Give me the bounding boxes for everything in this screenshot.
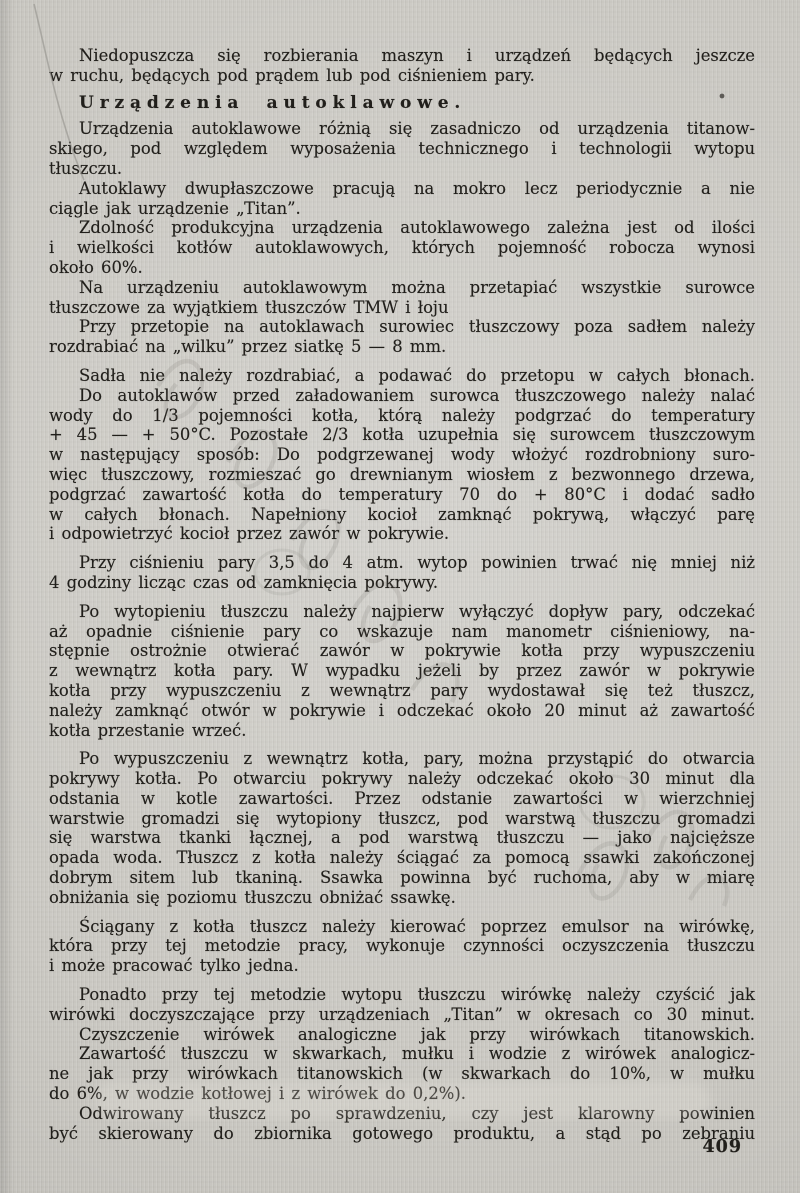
paragraph (49, 553, 755, 593)
text-line: dobrym sitem lub tkaniną. Ssawka powinna być ruchoma, aby w miarę (49, 868, 755, 888)
text-line: Czyszczenie wirówek analogiczne jak przy wirówkach titanowskich. (79, 1024, 755, 1044)
page-number: 409 (702, 1137, 742, 1157)
text-line: skiego, pod względem wyposażenia technicznego i technologii wytopu (49, 139, 755, 159)
page-content (49, 46, 755, 1143)
paragraph (49, 179, 755, 219)
text-line: 4 godziny licząc czas od zamknięcia pokrywy. (49, 572, 439, 592)
text-line: która przy tej metodzie pracy, wykonuje czynności oczyszczenia tłuszczu (49, 936, 755, 956)
paragraph (49, 317, 755, 357)
text-line: w całych błonach. Napełniony kocioł zamknąć pokrywą, włączyć parę (49, 504, 755, 524)
text-line: Na urządzeniu autoklawowym można przetapiać wszystkie surowce (79, 277, 755, 297)
text-line: Ściągany z kotła tłuszcz należy kierować poprzez emulsor na wirówkę, (79, 916, 755, 936)
text-line: należy zamknąć otwór w pokrywie i odczekać około 20 minut aż zawartość (49, 700, 755, 720)
text-line: kotła przy wypuszczeniu z wewnątrz pary wydostawał się też tłuszcz, (49, 680, 755, 700)
text-line: wirówki doczyszczające przy urządzeniach „Titan” w okresach co 30 minut. (49, 1004, 755, 1024)
text-line: około 60%. (49, 257, 143, 277)
paragraph (49, 749, 755, 907)
text-line: w następujący sposób: Do podgrzewanej wody włożyć rozdrobniony suro- (49, 445, 755, 465)
text-line: w ruchu, będących pod prądem lub pod ciśnieniem pary. (49, 65, 535, 85)
text-line: Autoklawy dwupłaszczowe pracują na mokro lecz periodycznie a nie (79, 178, 755, 198)
text-line: rozdrabiać na „wilku” przez siatkę 5 — 8 mm. (49, 337, 447, 357)
text-line: do 6%, w wodzie kotłowej i z wirówek do 0,2%). (49, 1084, 466, 1104)
paragraph (49, 218, 755, 277)
text-line: tłuszczu. (49, 158, 123, 178)
text-line: opada woda. Tłuszcz z kotła należy ściągać za pomocą ssawki zakończonej (49, 848, 755, 868)
paragraph (49, 985, 755, 1025)
text-line: ciągle jak urządzenie „Titan”. (49, 198, 301, 218)
text-line: Zawartość tłuszczu w skwarkach, mułku i wodzie z wirówek analogicz- (79, 1044, 755, 1064)
text-line: Zdolność produkcyjna urządzenia autoklawowego zależna jest od ilości (79, 218, 755, 238)
paragraph (49, 1025, 755, 1045)
text-line: odstania w kotle zawartości. Przez odstanie zawartości w wierzchniej (49, 788, 755, 808)
text-line: Przy ciśnieniu pary 3,5 do 4 atm. wytop powinien trwać nię mniej niż (79, 553, 755, 573)
text-line: + 45 — + 50°C. Pozostałe 2/3 kotła uzupełnia się surowcem tłuszczowym (49, 425, 755, 445)
text-line: się warstwa tkanki łącznej, a pod warstwą tłuszczu — jako najcięższe (49, 828, 755, 848)
paragraph (49, 917, 755, 976)
paragraph (49, 386, 755, 544)
text-line: Przy przetopie na autoklawach surowiec tłuszczowy poza sadłem należy (79, 317, 755, 337)
text-line: warstwie gromadzi się wytopiony tłuszcz, pod warstwą tłuszczu gromadzi (49, 808, 755, 828)
text-line: więc tłuszczowy, rozmieszać go drewnianym wiosłem z bezwonnego drzewa, (49, 464, 755, 484)
text-line: Urządzenia autoklawowe różnią się zasadniczo od urządzenia titanow- (79, 119, 755, 139)
text-line: Ponadto przy tej metodzie wytopu tłuszczu wirówkę należy czyścić jak (79, 985, 755, 1005)
paragraph (49, 366, 755, 386)
text-line: Do autoklawów przed załadowaniem surowca tłuszczowego należy nalać (79, 385, 755, 405)
text-line: Po wytopieniu tłuszczu należy najpierw wyłączyć dopływ pary, odczekać (79, 601, 755, 621)
text-line: wody do 1/3 pojemności kotła, którą należy podgrzać do temperatury (49, 405, 755, 425)
text-line: i wielkości kotłów autoklawowych, których pojemność robocza wynosi (49, 238, 755, 258)
text-line: Po wypuszczeniu z wewnątrz kotła, pary, można przystąpić do otwarcia (79, 749, 755, 769)
text-line: ne jak przy wirówkach titanowskich (w skwarkach do 10%, w mułku (49, 1064, 755, 1084)
text-line: kotła przestanie wrzeć. (49, 720, 247, 740)
text-line: podgrzać zawartość kotła do temperatury 70 do + 80°C i dodać sadło (49, 484, 755, 504)
text-line: tłuszczowe za wyjątkiem tłuszczów TMW i łoju (49, 297, 449, 317)
text-line: i odpowietrzyć kocioł przez zawór w pokrywie. (49, 524, 450, 544)
text-line: z wewnątrz kotła pary. W wypadku jeżeli by przez zawór w pokrywie (49, 661, 755, 681)
text-line: stępnie ostrożnie otwierać zawór w pokrywie kotła przy wypuszczeniu (49, 641, 755, 661)
text-line: pokrywy kotła. Po otwarciu pokrywy należy odczekać około 30 minut dla (49, 769, 755, 789)
paragraph (49, 278, 755, 318)
text-line: obniżania się poziomu tłuszczu obniżać ssawkę. (49, 887, 456, 907)
paragraph (49, 119, 755, 178)
text-line: Niedopuszcza się rozbierania maszyn i urządzeń będących jeszcze (79, 46, 755, 65)
text-line: Sadła nie należy rozdrabiać, a podawać do przetopu w całych błonach. (79, 365, 755, 385)
paragraph (49, 46, 755, 86)
paragraph (49, 602, 755, 741)
text-line: być skierowany do zbiornika gotowego produktu, a stąd po zebraniu (49, 1123, 755, 1143)
paragraph (49, 1104, 755, 1144)
paragraph (49, 1044, 755, 1103)
text-line: aż opadnie ciśnienie pary co wskazuje nam manometr ciśnieniowy, na- (49, 621, 755, 641)
text-line: i może pracować tylko jedna. (49, 956, 299, 976)
text-line: Odwirowany tłuszcz po sprawdzeniu, czy jest klarowny powinien (79, 1103, 755, 1123)
section-heading: Urządzenia autoklawowe. (79, 92, 467, 113)
